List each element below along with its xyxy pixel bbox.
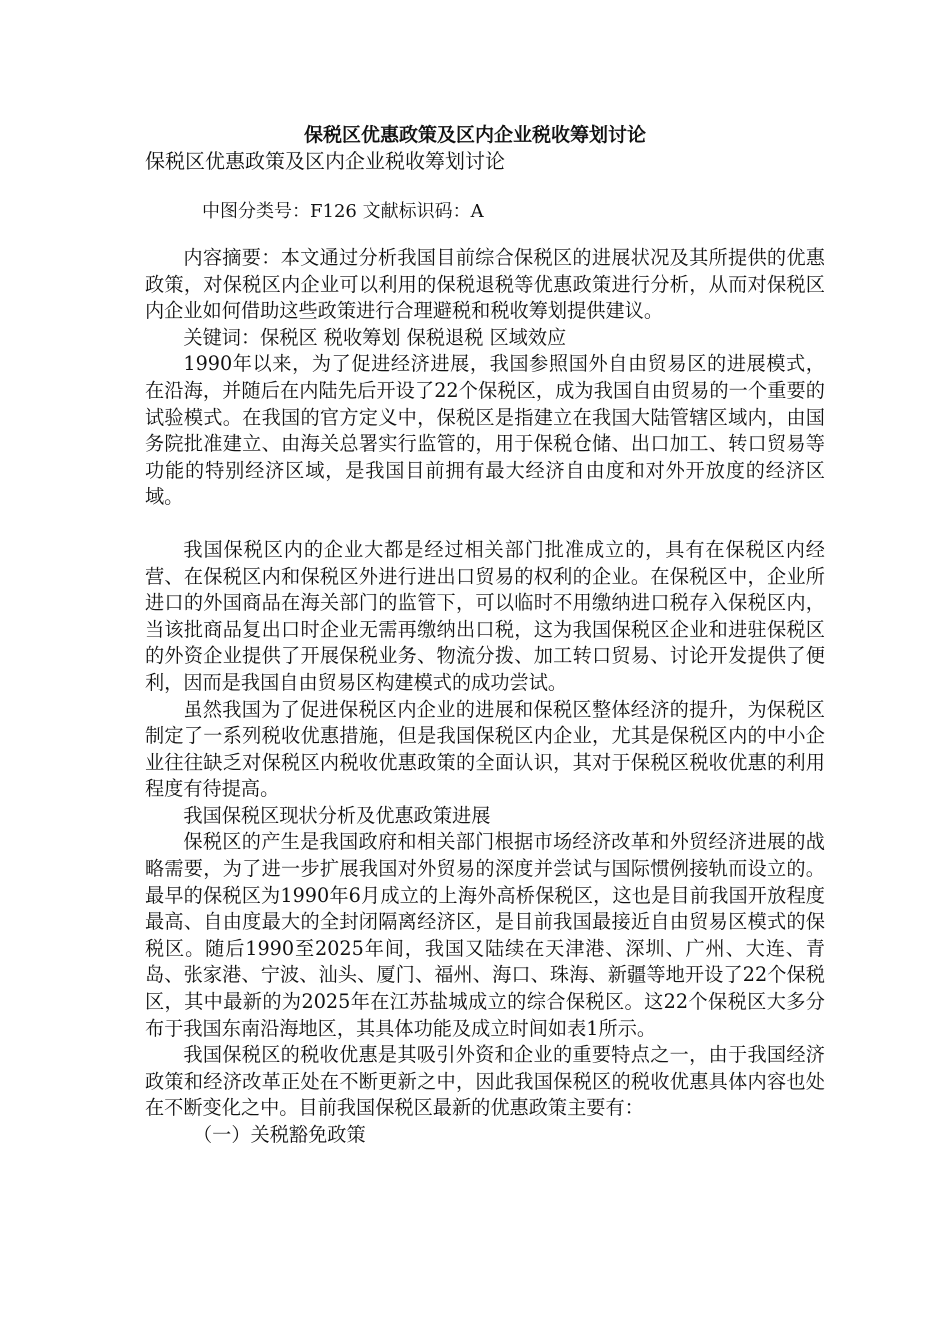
document-subtitle: 保税区优惠政策及区内企业税收筹划讨论	[145, 149, 505, 173]
section-heading-1: 我国保税区现状分析及优惠政策进展	[183, 803, 491, 827]
document-title: 保税区优惠政策及区内企业税收筹划讨论	[303, 124, 646, 146]
body-paragraph-5: 我国保税区的税收优惠是其吸引外资和企业的重要特点之一，由于我国经济政策和经济改革正处在不断更新之中，因此我国保税区的税收优惠具体内容也处在不断变化之中。目前我国保税区最新的优惠政策主要有：	[145, 1043, 825, 1120]
body-paragraph-4: 保税区的产生是我国政府和相关部门根据市场经济改革和外贸经济进展的战略需要，为了进一步扩展我国对外贸易的深度并尝试与国际惯例接轨而设立的。最早的保税区为1990年6月成立的上海外高桥保税区，这也是目前我国开放程度最高、自由度最大的全封闭隔离经济区，是目前我国最接近自由贸易区模式的保税区。随后1990至2025年间，我国又陆续在天津港、深圳、广州、大连、青岛、张家港、宁波、汕头、厦门、福州、海口、珠海、新疆等地开设了22个保税区，其中最新的为2025年在江苏盐城成立的综合保税区。这22个保税区大多分布于我国东南沿海地区，其具体功能及成立时间如表1所示。	[145, 830, 825, 1040]
body-paragraph-2: 我国保税区内的企业大都是经过相关部门批准成立的，具有在保税区内经营、在保税区内和保税区外进行进出口贸易的权利的企业。在保税区中，企业所进口的外国商品在海关部门的监管下，可以临时不用缴纳进口税存入保税区内，当该批商品复出口时企业无需再缴纳出口税，这为我国保税区企业和进驻保税区的外资企业提供了开展保税业务、物流分拨、加工转口贸易、讨论开发提供了便利，因而是我国自由贸易区构建模式的成功尝试。	[145, 537, 825, 694]
document-body	[145, 245, 825, 1149]
classification-line: 中图分类号：F126 文献标识码：A	[202, 201, 484, 222]
keywords-line: 关键词：保税区 税收筹划 保税退税 区域效应	[183, 325, 567, 349]
body-paragraph-3: 虽然我国为了促进保税区内企业的进展和保税区整体经济的提升，为保税区制定了一系列税收优惠措施，但是我国保税区内企业，尤其是保税区内的中小企业往往缺乏对保税区内税收优惠政策的全面认识，其对于保税区税收优惠的利用程度有待提高。	[145, 697, 825, 801]
section-heading-2: （一）关税豁免政策	[193, 1123, 366, 1146]
abstract-paragraph: 内容摘要：本文通过分析我国目前综合保税区的进展状况及其所提供的优惠政策，对保税区内企业可以利用的保税退税等优惠政策进行分析，从而对保税区内企业如何借助这些政策进行合理避税和税收筹划提供建议。	[145, 246, 825, 323]
body-paragraph-1: 1990年以来，为了促进经济进展，我国参照国外自由贸易区的进展模式，在沿海，并随后在内陆先后开设了22个保税区，成为我国自由贸易的一个重要的试验模式。在我国的官方定义中，保税区是指建立在我国大陆管辖区域内，由国务院批准建立、由海关总署实行监管的，用于保税仓储、出口加工、转口贸易等功能的特别经济区域，是我国目前拥有最大经济自由度和对外开放度的经济区域。	[145, 352, 825, 509]
